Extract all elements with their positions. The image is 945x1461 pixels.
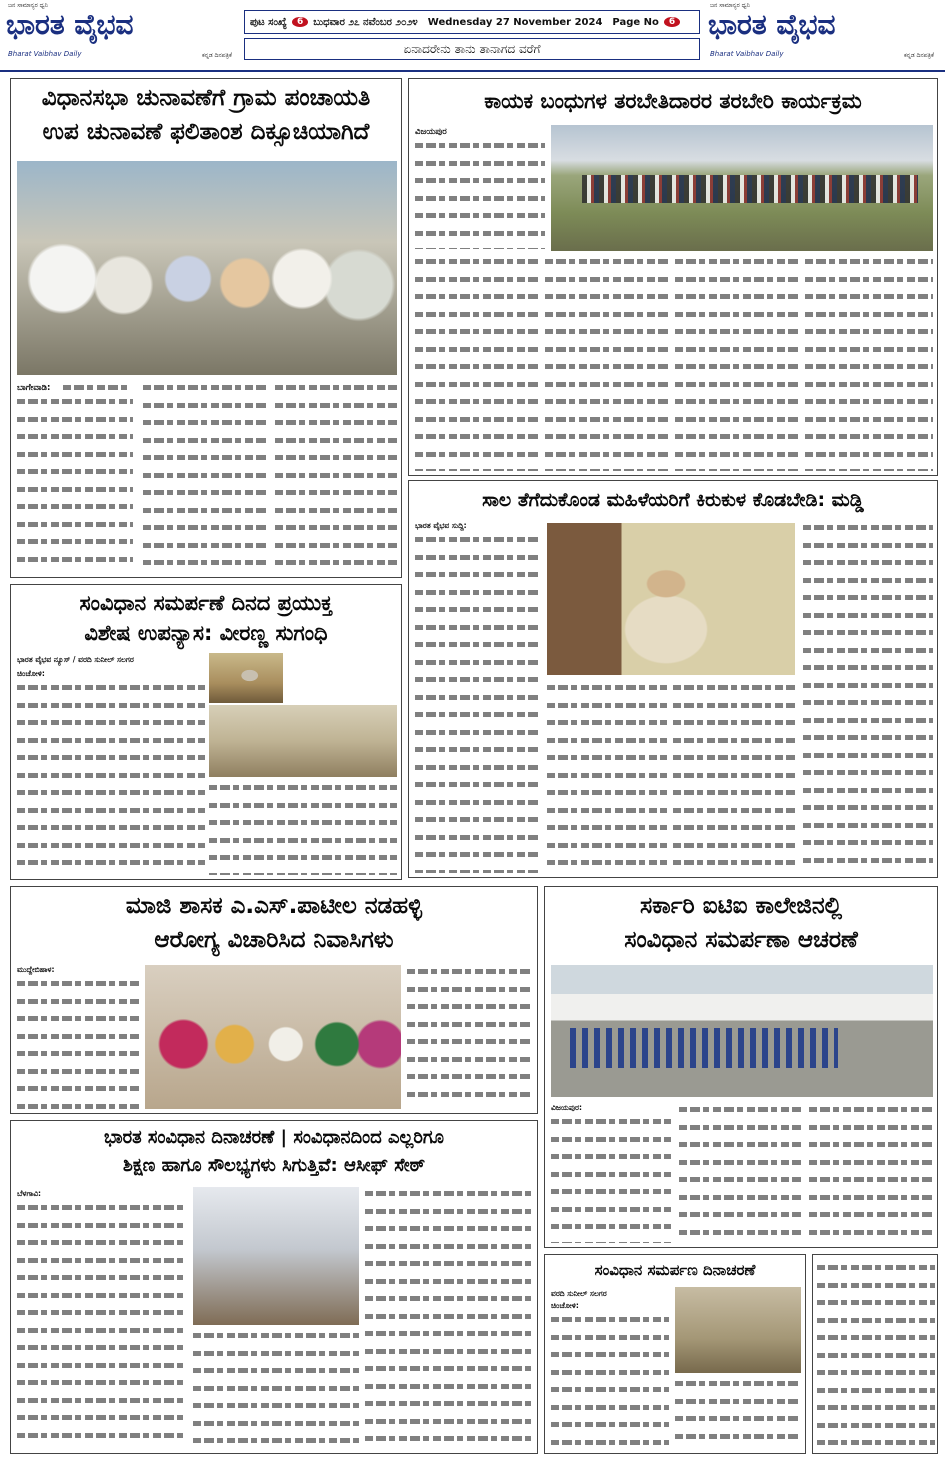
- headline: ಆರೋಗ್ಯ ವಿಚಾರಿಸಿದ ನಿವಾಸಿಗಳು: [154, 927, 394, 953]
- body-column: [809, 1103, 933, 1243]
- body-column: [63, 381, 131, 395]
- headline: ಮಾಜಿ ಶಾಸಕ ಎ.ಎಸ್.ಪಾಟೀಲ ನಡಹಳ್ಳಿ: [125, 893, 423, 919]
- logo-subtitle: Bharat Vaibhav Daily: [710, 50, 784, 58]
- article-asif-sait-constitution: [10, 1120, 538, 1454]
- headline: ಶಿಕ್ಷಣ ಹಾಗೂ ಸೌಲಭ್ಯಗಳು ಸಿಗುತ್ತಿವೆ: ಆಸೀಫ್ ಸೇಠ್: [122, 1155, 426, 1176]
- headline: ಸಂವಿಧಾನ ಸಮರ್ಪಣೆ ದಿನದ ಪ್ರಯುಕ್ತ: [79, 591, 333, 615]
- dateline: ಬಾಗೇವಾಡಿ:: [17, 383, 51, 393]
- dateline: ಮುದ್ದೇಬಿಹಾಳ:: [17, 965, 55, 974]
- logo-subtitle: Bharat Vaibhav Daily: [8, 50, 82, 58]
- masthead: [0, 0, 945, 72]
- photo-training-group: [551, 125, 933, 251]
- body-column: [17, 977, 139, 1109]
- body-column: [365, 1187, 533, 1449]
- headline: ಸಂವಿಧಾನ ಸಮರ್ಪಣ ದಿನಾಚರಣೆ: [594, 1261, 756, 1279]
- body-column: [679, 1103, 801, 1243]
- dateline: ವಿಜಯಪುರ:: [551, 1103, 582, 1112]
- body-column: [193, 1329, 359, 1449]
- body-column: [805, 255, 933, 471]
- date-english: Wednesday 27 November 2024: [427, 16, 603, 28]
- issue-number: 6: [292, 17, 308, 27]
- body-column: [545, 255, 669, 471]
- slogan: ಏನಾದರೇನು ತಾನು ತಾನಾಗದ ವರೆಗೆ: [244, 38, 700, 60]
- issue-info-bar: [244, 10, 700, 34]
- newspaper-logo-left: ಜನ ಸಾಮಾನ್ಯರ ಧ್ವನಿ ಭಾರತ ವೈಭವ Bharat Vaibhav Daily ಕನ್ನಡ ದಿನಪತ್ರಿಕೆ: [6, 2, 232, 59]
- body-column: [415, 255, 539, 471]
- photo-classroom-event: [675, 1287, 801, 1373]
- body-column: [275, 381, 397, 573]
- body-column: [551, 1115, 671, 1243]
- body-column: [817, 1261, 935, 1449]
- logo-name: ಭಾರತ ವೈಭವ: [6, 8, 134, 41]
- body-column: [209, 781, 397, 875]
- article-kayaka-bandhu-training: [408, 78, 938, 476]
- byline: ಭಾರತ ವೈಭವ ನ್ಯೂಸ್ / ವರದಿ ಸುನೀಲ್ ಸಲಗರ: [17, 655, 134, 664]
- article-ex-mla-health: [10, 886, 538, 1114]
- photo-election-celebration: [17, 161, 397, 375]
- body-column: [803, 521, 933, 873]
- headline: ಸಂವಿಧಾನ ಸಮರ್ಪಣಾ ಆಚರಣೆ: [624, 927, 858, 953]
- headline: ಸರ್ಕಾರಿ ಐಟಿಐ ಕಾಲೇಜಿನಲ್ಲಿ: [639, 893, 843, 919]
- article-iti-college: [544, 886, 938, 1248]
- body-column: [17, 681, 205, 875]
- body-column: [675, 255, 799, 471]
- photo-police-officer: [547, 523, 795, 675]
- date-kannada: ಬುಧವಾರ ೨೭ ನವೆಂಬರ ೨೦೨೪: [313, 16, 418, 28]
- article-microfinance-warning: [408, 480, 938, 878]
- body-column: [675, 1377, 801, 1449]
- logo-name: ಭಾರತ ವೈಭವ: [708, 8, 836, 41]
- photo-lecture-hall: [209, 705, 397, 777]
- issue-label: ಪುಟ ಸಂಖ್ಯೆ: [250, 16, 287, 28]
- headline: ವಿಧಾನಸಭಾ ಚುನಾವಣೆಗೆ ಗ್ರಾಮ ಪಂಚಾಯತಿ: [41, 85, 371, 111]
- dateline: ಚಿಂಚೋಳಿ:: [17, 669, 45, 678]
- body-column: [673, 681, 795, 873]
- article-samvidhana-day: [544, 1254, 806, 1454]
- dateline: ವಿಜಯಪುರ: [415, 127, 447, 137]
- body-column: [17, 395, 133, 573]
- headline: ವಿಶೇಷ ಉಪನ್ಯಾಸ: ವೀರಣ್ಣ ಸುಗಂಧಿ: [84, 621, 328, 645]
- body-column: [547, 681, 667, 873]
- body-column: [407, 965, 533, 1109]
- body-column: [415, 533, 541, 873]
- article-continuation-column: [812, 1254, 938, 1454]
- photo-lecture-speaker: [209, 653, 283, 703]
- headline: ಸಾಲ ತೆಗೆದುಕೊಂಡ ಮಹಿಳೆಯರಿಗೆ ಕಿರುಕುಳ ಕೊಡಬೇಡಿ: ಮಡ್ಡಿ: [482, 489, 864, 511]
- newspaper-logo-right: ಜನ ಸಾಮಾನ್ಯರ ಧ್ವನಿ ಭಾರತ ವೈಭವ Bharat Vaibhav Daily ಕನ್ನಡ ದಿನಪತ್ರಿಕೆ: [708, 2, 934, 59]
- page-number: 6: [664, 17, 680, 27]
- byline: ವರದಿ ಸುನೀಲ್ ಸಲಗರ: [551, 1289, 607, 1298]
- photo-residents-visit: [145, 965, 401, 1109]
- body-column: [551, 1313, 669, 1449]
- dateline: ಭಾರತ ವೈಭವ ಸುದ್ದಿ:: [415, 521, 467, 530]
- headline: ಭಾರತ ಸಂವಿಧಾನ ದಿನಾಚರಣೆ | ಸಂವಿಧಾನದಿಂದ ಎಲ್ಲರಿಗೂ: [103, 1127, 445, 1148]
- headline: ಉಪ ಚುನಾವಣೆ ಫಲಿತಾಂಶ ದಿಕ್ಸೂಚಿಯಾಗಿದೆ: [42, 119, 370, 145]
- photo-ambedkar-statue-event: [193, 1187, 359, 1325]
- photo-students-drill: [551, 965, 933, 1097]
- body-column: [143, 381, 267, 573]
- page-label: Page No: [612, 16, 659, 28]
- headline: ಕಾಯಕ ಬಂಧುಗಳ ತರಬೇತಿದಾರರ ತರಬೇರಿ ಕಾರ್ಯಕ್ರಮ: [484, 89, 862, 113]
- article-samvidhana-lecture: [10, 584, 402, 880]
- article-gram-panchayat: [10, 78, 402, 578]
- body-column: [17, 1201, 187, 1449]
- dateline: ಬೆಳಗಾವಿ:: [17, 1189, 42, 1198]
- dateline: ಚಿಂಚೋಳಿ:: [551, 1301, 579, 1310]
- body-column: [415, 139, 545, 249]
